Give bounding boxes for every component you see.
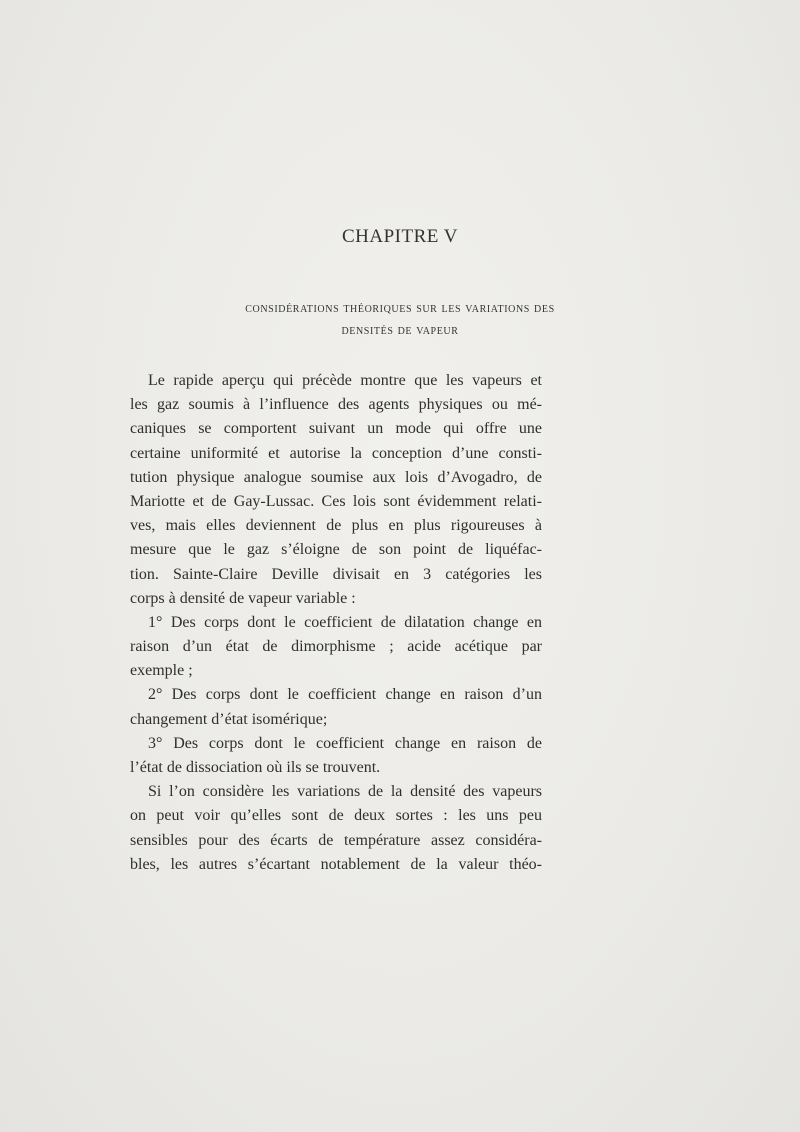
text-line: sensibles pour des écarts de température assez considéra- [130, 831, 542, 849]
text-line: bles, les autres s’écartant notablement de la valeur théo- [130, 855, 542, 873]
text-line: Le rapide aperçu qui précède montre que les vapeurs et [148, 372, 542, 389]
body-text [130, 369, 542, 877]
text-line: tion. Sainte-Claire Deville divisait en 3 catégories les [130, 565, 542, 583]
text-line: certaine uniformité et autorise la conception d’une consti- [130, 444, 542, 462]
text-line: 3° Des corps dont le coefficient change en raison de [148, 734, 542, 752]
text-line: changement d’état isomérique; [130, 710, 328, 728]
text-line: corps à densité de vapeur variable : [130, 589, 356, 607]
text-line: 1° Des corps dont le coefficient de dilatation change en [148, 613, 542, 631]
text-line: 2° Des corps dont le coefficient change en raison d’un [148, 686, 542, 704]
text-line: les gaz soumis à l’influence des agents physiques ou mé- [130, 396, 542, 414]
chapter-heading: CHAPITRE V [341, 226, 459, 247]
section-title-line-2: densités de vapeur [341, 323, 459, 338]
text-line: ves, mais elles deviennent de plus en plus rigoureuses à [130, 517, 542, 535]
section-title [130, 298, 670, 342]
text-line: mesure que le gaz s’éloigne de son point de liquéfac- [130, 541, 542, 559]
text-line: on peut voir qu’elles sont de deux sortes : les uns peu [130, 807, 542, 825]
text-line: Mariotte et de Gay-Lussac. Ces lois sont évidemment relati- [130, 492, 542, 510]
text-line: caniques se comportent suivant un mode qui offre une [130, 420, 542, 438]
text-line: tution physique analogue soumise aux lois d’Avogadro, de [130, 468, 542, 486]
text-line: raison d’un état de dimorphisme ; acide acétique par [130, 638, 542, 656]
text-line: l’état de dissociation où ils se trouvent. [130, 759, 381, 776]
text-line: Si l’on considère les variations de la densité des vapeurs [148, 783, 542, 801]
text-line: exemple ; [130, 662, 193, 680]
section-title-line-1: considérations théoriques sur les variations des [245, 301, 555, 316]
